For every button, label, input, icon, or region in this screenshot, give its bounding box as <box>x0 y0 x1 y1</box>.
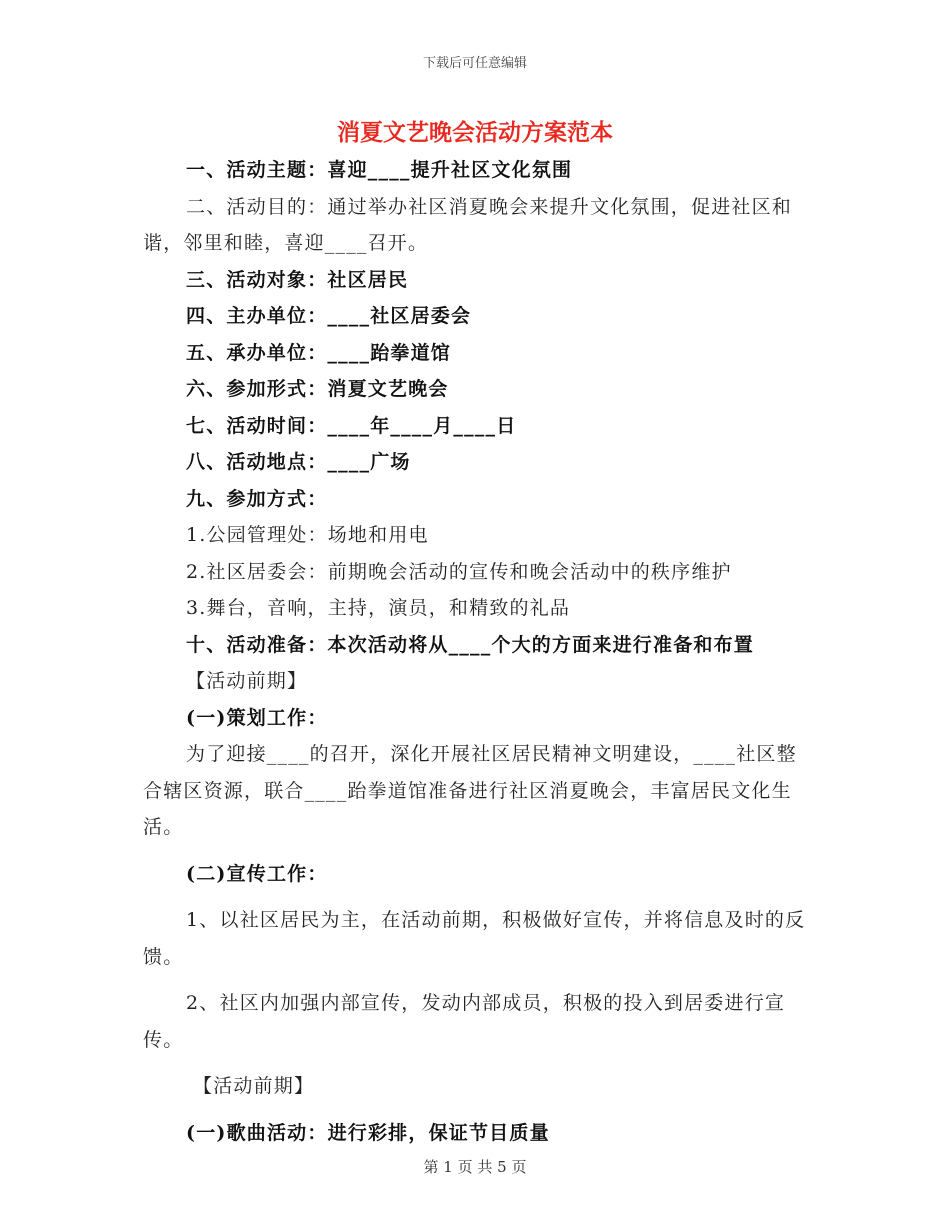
section-host: 四、主办单位：____社区居委会 <box>186 305 472 327</box>
section-audience: 三、活动对象：社区居民 <box>186 268 409 291</box>
document-title: 消夏文艺晚会活动方案范本 <box>337 119 613 146</box>
section-preparation: 十、活动准备：本次活动将从____个大的方面来进行准备和布置 <box>186 633 755 656</box>
planning-paragraph: 为了迎接____的召开，深化开展社区居民精神文明建设，____社区整合辖区资源，联合____跆拳道馆准备进行社区消夏晚会，丰富居民文化生活。 <box>143 743 797 838</box>
list-item: 1.公园管理处：场地和用电 <box>186 524 429 546</box>
publicity-item-1: 1、以社区居民为主，在活动前期，积极做好宣传，并将信息及时的反馈。 <box>143 909 806 968</box>
subsection-heading: 【活动前期】 <box>186 670 308 692</box>
publicity-item-2: 2、社区内加强内部宣传，发动内部成员，积极的投入到居委进行宣传。 <box>143 992 786 1051</box>
section-participation: 九、参加方式： <box>186 487 328 510</box>
section-location: 八、活动地点：____广场 <box>186 451 411 473</box>
section-format: 六、参加形式：消夏文艺晚会 <box>186 378 449 400</box>
section-time: 七、活动时间：____年____月____日 <box>186 414 517 437</box>
section-organizer: 五、承办单位：____跆拳道馆 <box>186 341 452 364</box>
publicity-heading: (二)宣传工作： <box>186 862 328 885</box>
list-item: 2.社区居委会：前期晚会活动的宣传和晚会活动中的秩序维护 <box>186 560 732 583</box>
subsection-heading: 【活动前期】 <box>193 1075 315 1097</box>
page-header: 下载后可任意编辑 <box>422 56 527 71</box>
section-theme: 一、活动主题：喜迎____提升社区文化氛围 <box>186 159 573 181</box>
list-item: 3.舞台，音响，主持，演员，和精致的礼品 <box>186 597 571 619</box>
planning-heading: (一)策划工作： <box>186 706 328 729</box>
song-activity-heading: (一)歌曲活动：进行彩排，保证节目质量 <box>186 1121 550 1144</box>
page-footer: 第 1 页 共 5 页 <box>423 1158 527 1176</box>
document-body <box>143 152 808 1151</box>
section-purpose: 二、活动目的：通过举办社区消夏晚会来提升文化氛围，促进社区和谐，邻里和睦，喜迎____召开。 <box>143 195 793 254</box>
